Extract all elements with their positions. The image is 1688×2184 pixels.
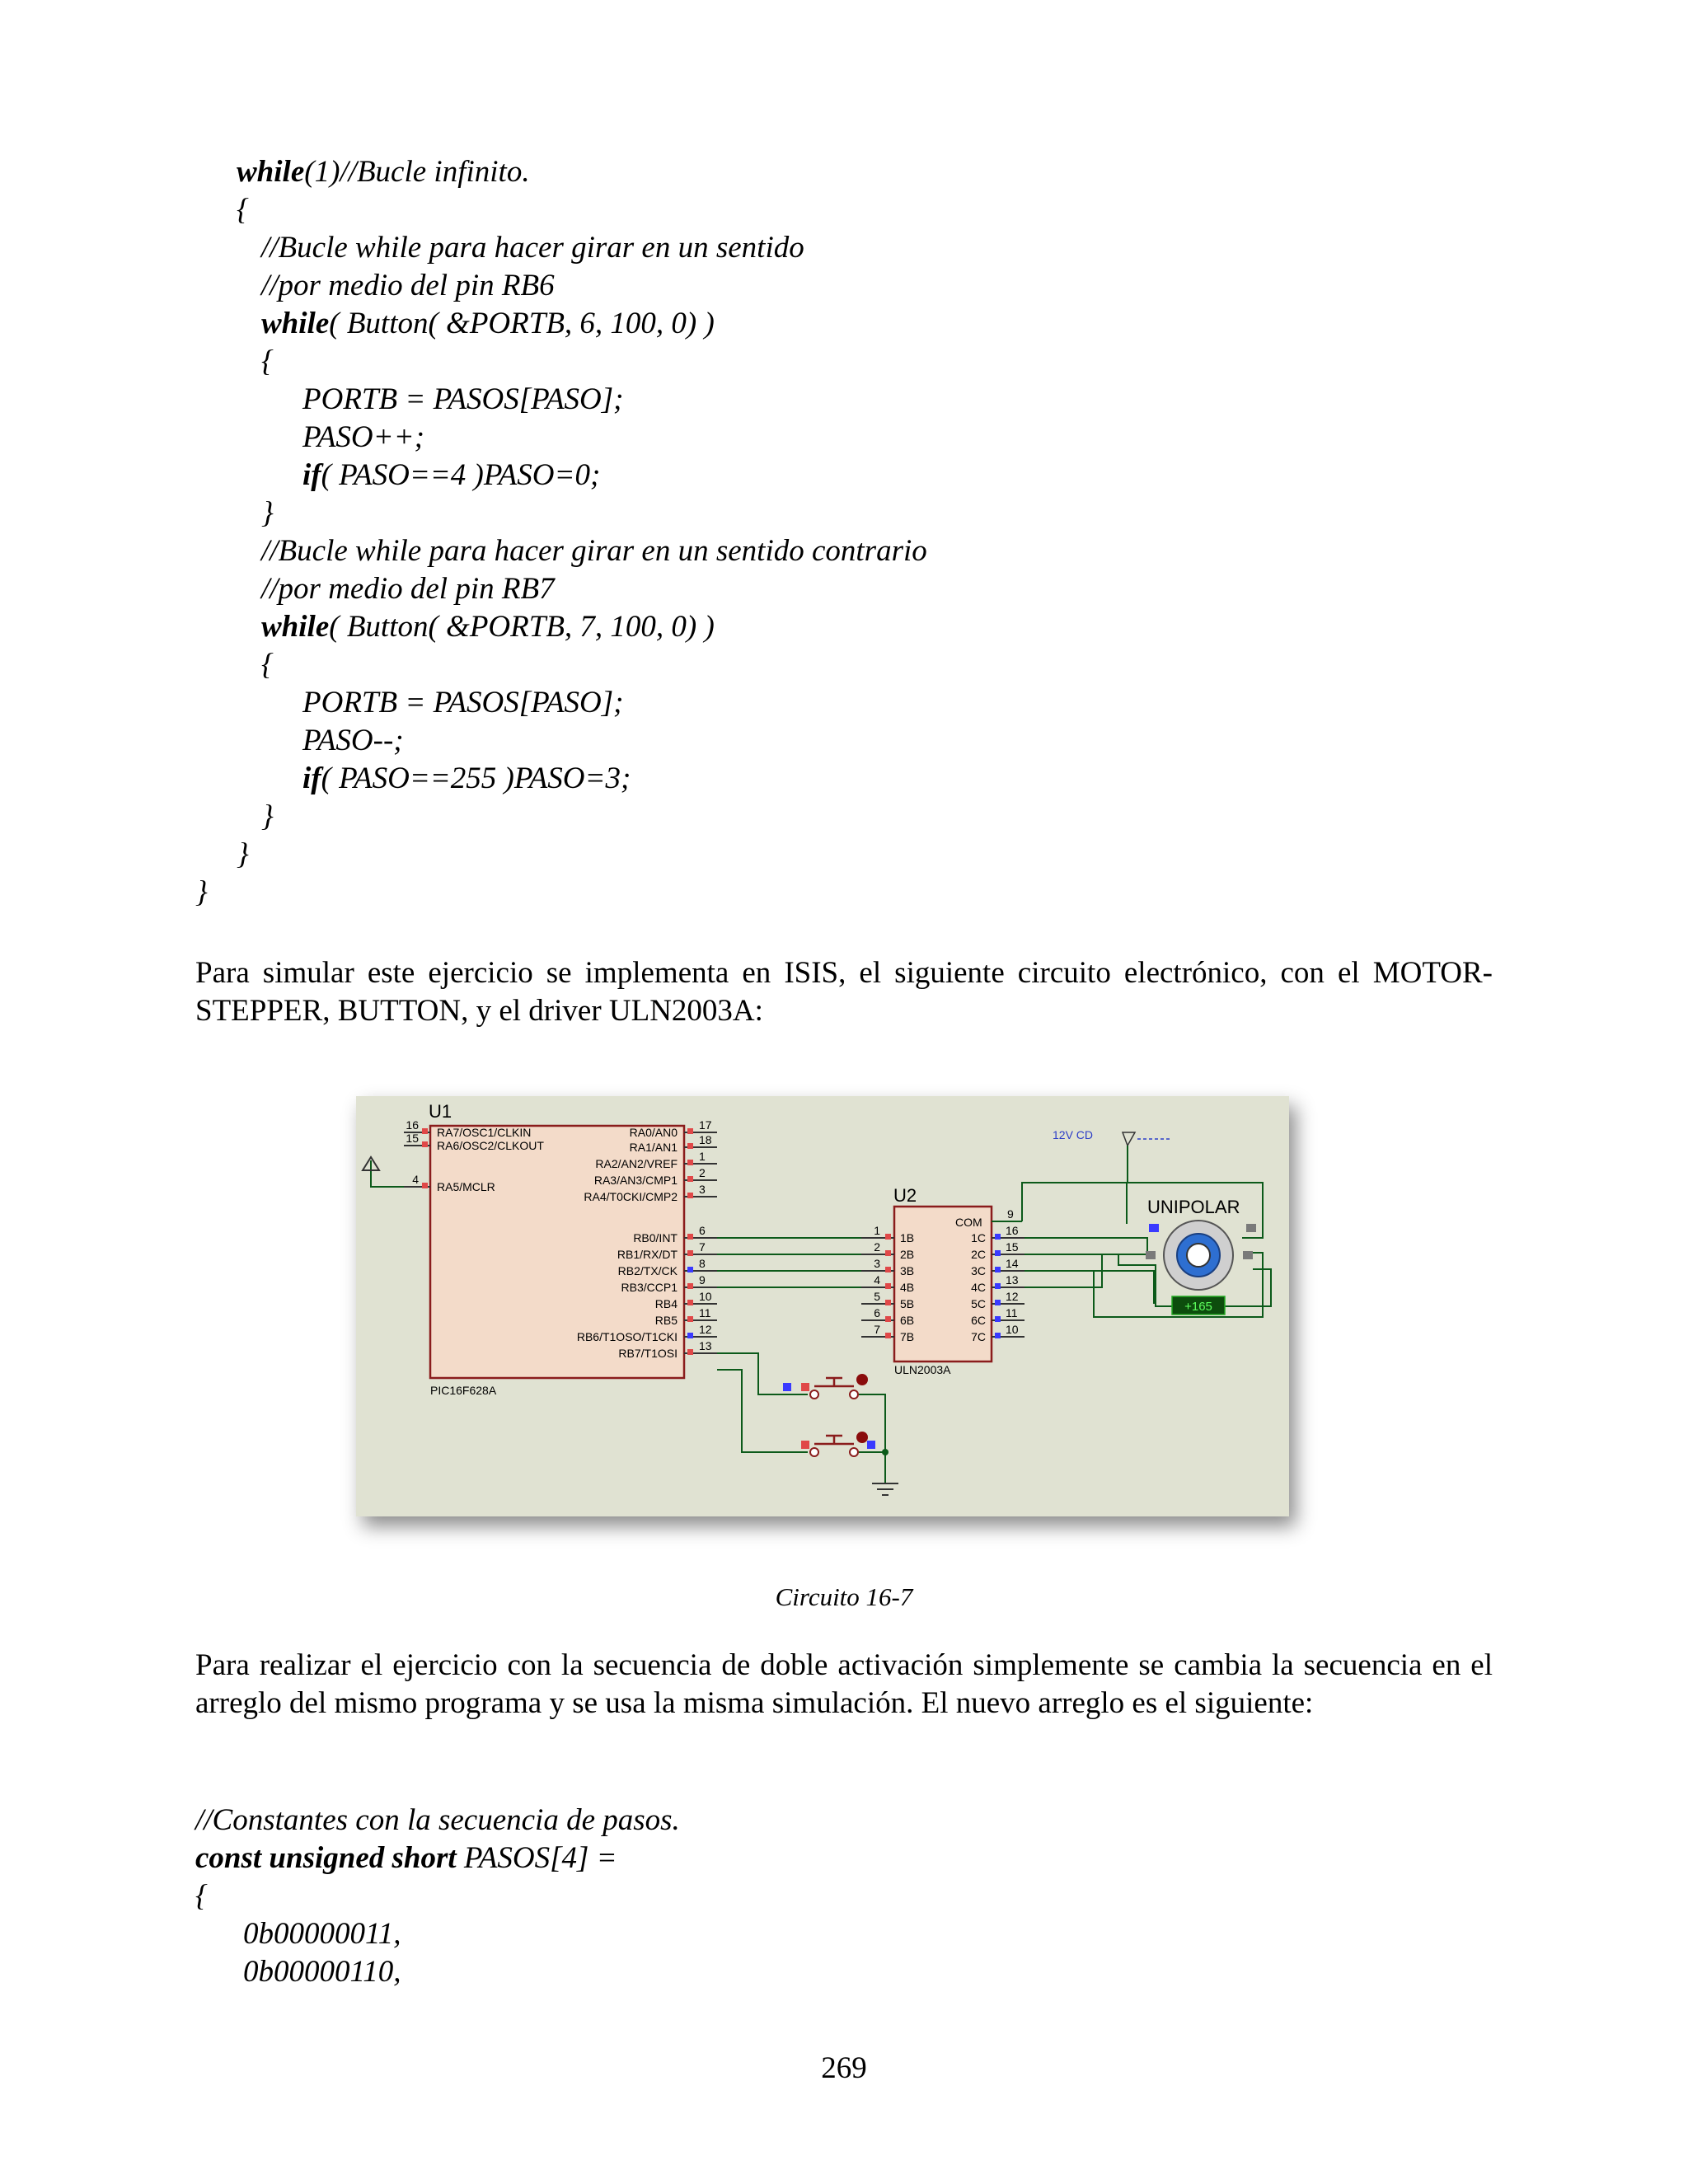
pin-marker <box>687 1349 693 1355</box>
figure-caption: Circuito 16-7 <box>775 1582 913 1611</box>
code-line: PORTB = PASOS[PASO]; <box>302 686 624 719</box>
u1-pin-number: 11 <box>699 1306 711 1319</box>
pin-marker <box>422 1128 428 1134</box>
u2-pin-number: 2 <box>874 1240 880 1254</box>
u2-pin-name: 6B <box>900 1314 915 1327</box>
circuit-schematic <box>356 1096 1289 1516</box>
code-line: 0b00000110, <box>243 1955 401 1989</box>
pin-marker <box>687 1128 693 1134</box>
paragraph-text: Para realizar el ejercicio con la secuencia de doble activación simplemente se cambia la secuencia en el arreglo del mismo programa y se usa la misma simulación. El nuevo arreglo es el siguiente: <box>195 1648 1493 1720</box>
pin-marker <box>885 1267 891 1272</box>
pin-marker <box>995 1267 1001 1272</box>
pin-marker <box>687 1250 693 1256</box>
pin-marker <box>687 1160 693 1165</box>
pin-marker <box>687 1234 693 1240</box>
u2-part: ULN2003A <box>894 1363 951 1376</box>
button-wires <box>717 1353 885 1483</box>
code-line: if( PASO==255 )PASO=3; <box>302 762 631 795</box>
u2-pin-number: 13 <box>1006 1273 1019 1286</box>
pin-marker <box>687 1176 693 1182</box>
u1-pin-name: RA3/AN3/CMP1 <box>593 1174 678 1187</box>
code-text: PASOS[4] = <box>456 1841 617 1875</box>
u1-pin-number: 7 <box>699 1240 706 1254</box>
u1-pin-number: 8 <box>699 1257 706 1270</box>
u2-pin-name: 5B <box>900 1297 915 1310</box>
pin-marker <box>687 1283 693 1289</box>
pin-marker <box>885 1316 891 1322</box>
u2-pin-name: 7B <box>900 1330 915 1343</box>
u1-pin-name: RA1/AN1 <box>629 1141 678 1154</box>
motor-pin-marker <box>1243 1251 1253 1259</box>
motor-shaft <box>1187 1244 1210 1267</box>
code-line: PASO--; <box>302 724 404 757</box>
motor-pin-marker <box>1246 1224 1256 1232</box>
u1-pin-name: RB4 <box>654 1297 678 1310</box>
u2-pin-name: 2B <box>900 1248 915 1261</box>
u2-pin-name: 6C <box>971 1314 986 1327</box>
paragraph-text: Para simular este ejercicio se implementa en ISIS, el siguiente circuito electrónico, con el MOTOR-STEPPER, BUTTON, y el driver ULN2003A: <box>195 956 1493 1028</box>
pin-marker <box>422 1183 428 1188</box>
pin-marker <box>885 1283 891 1289</box>
pin-marker <box>995 1316 1001 1322</box>
code-line: 0b00000011, <box>243 1917 401 1951</box>
code-comment: //por medio del pin RB6 <box>261 269 555 302</box>
code-line: if( PASO==4 )PASO=0; <box>302 458 601 492</box>
u2-pin-number: 6 <box>874 1306 880 1319</box>
code-line <box>195 1840 680 1877</box>
u2-pin-number: 12 <box>1006 1290 1019 1303</box>
u2-pin-name: 7C <box>971 1330 986 1343</box>
u2-pin-number: 1 <box>874 1224 880 1237</box>
code-line: } <box>237 837 249 871</box>
u1-pin-number: 16 <box>406 1118 419 1132</box>
u2-output-pins <box>971 1224 1025 1343</box>
u1-pin-number: 3 <box>699 1183 706 1196</box>
pin-marker <box>995 1250 1001 1256</box>
u2-pin-number: 16 <box>1006 1224 1019 1237</box>
code-line: { <box>261 648 274 682</box>
u1-pin-number: 4 <box>412 1173 419 1186</box>
u1-pin-number: 12 <box>699 1323 712 1336</box>
pin-marker <box>885 1234 891 1240</box>
code-line: while(1)//Bucle infinito. <box>237 155 530 189</box>
power-label: 12V CD <box>1053 1128 1094 1141</box>
u1-pin-name: RB3/CCP1 <box>621 1281 678 1294</box>
motor-readout: +165 <box>1184 1300 1212 1314</box>
u1-pin-number: 10 <box>699 1290 712 1303</box>
paragraph-intro-circuit <box>195 954 1493 1030</box>
u1-pin-number: 13 <box>699 1339 712 1352</box>
u1-pin-number: 1 <box>699 1150 706 1163</box>
u1-pin-number: 9 <box>699 1273 706 1286</box>
pin-marker <box>995 1283 1001 1289</box>
code-line: } <box>261 799 274 833</box>
code-block-loop <box>195 153 927 912</box>
u2-ref: U2 <box>893 1185 917 1206</box>
u2-pin-name: 1B <box>900 1231 915 1244</box>
data-wires <box>717 1238 861 1287</box>
power-terminal-icon <box>1123 1132 1135 1146</box>
code-line: { <box>195 1879 208 1913</box>
u1-pin-name: RB5 <box>654 1314 678 1327</box>
pin-marker <box>885 1300 891 1305</box>
u2-pin-number: 10 <box>1006 1323 1019 1336</box>
pin-marker <box>885 1250 891 1256</box>
u2-pin-number: 15 <box>1006 1240 1019 1254</box>
u1-pin-name: RA2/AN2/VREF <box>595 1157 678 1170</box>
u2-com-pin: 9 <box>1007 1207 1014 1221</box>
code-comment: //Constantes con la secuencia de pasos. <box>195 1803 680 1837</box>
u2-pin-number: 7 <box>874 1323 880 1336</box>
pin-marker <box>687 1316 693 1322</box>
code-line: { <box>237 193 249 227</box>
pin-marker <box>687 1143 693 1149</box>
code-line: { <box>261 344 274 378</box>
code-keyword: while <box>261 307 330 340</box>
pin-marker <box>422 1141 428 1147</box>
code-line: } <box>195 875 208 909</box>
u2-pin-number: 11 <box>1006 1306 1018 1319</box>
code-comment: //Bucle while para hacer girar en un sentido <box>261 231 804 265</box>
pin-marker <box>687 1300 693 1305</box>
code-line: } <box>261 496 274 530</box>
code-comment: //por medio del pin RB7 <box>261 572 555 606</box>
u2-pin-name: 3C <box>971 1264 986 1277</box>
junction-dot <box>882 1449 889 1455</box>
code-line: while( Button( &PORTB, 6, 100, 0) ) <box>261 307 715 340</box>
u1-pin-name: RA6/OSC2/CLKOUT <box>437 1139 544 1152</box>
u1-pin-name: RB6/T1OSO/T1CKI <box>576 1330 678 1343</box>
pin-marker <box>687 1267 693 1272</box>
u1-pin-name: RB2/TX/CK <box>617 1264 678 1277</box>
u2-pin-name: 5C <box>971 1297 986 1310</box>
u2-pin-number: 4 <box>874 1273 880 1286</box>
u2-pin-number: 14 <box>1006 1257 1019 1270</box>
code-line: PASO++; <box>302 420 424 454</box>
u2-pin-name: 4C <box>971 1281 986 1294</box>
u1-pin-name: RA4/T0CKI/CMP2 <box>584 1190 678 1203</box>
u1-pin-number: 2 <box>699 1166 706 1179</box>
code-comment: //Bucle while para hacer girar en un sentido contrario <box>261 534 927 568</box>
circuit-schematic-figure <box>356 1096 1289 1516</box>
pin-marker <box>995 1300 1001 1305</box>
motor-pin-marker <box>1149 1224 1159 1232</box>
motor-pin-marker <box>1146 1251 1156 1259</box>
u2-com-label: COM <box>955 1216 982 1229</box>
paragraph-double-activation <box>195 1647 1493 1722</box>
code-line: PORTB = PASOS[PASO]; <box>302 382 624 416</box>
u1-part: PIC16F628A <box>430 1384 497 1397</box>
pin-marker <box>687 1193 693 1198</box>
u1-pin-name: RB7/T1OSI <box>618 1347 678 1360</box>
code-keyword: while <box>261 610 330 644</box>
u2-pin-name: 1C <box>971 1231 986 1244</box>
code-keyword: if <box>302 762 321 795</box>
u1-pin-number: 6 <box>699 1224 706 1237</box>
ground-icon <box>872 1483 898 1495</box>
u1-ref: U1 <box>429 1101 452 1122</box>
u1-pin-name: RB1/RX/DT <box>617 1248 678 1261</box>
u2-pin-name: 4B <box>900 1281 915 1294</box>
u2-pin-name: 3B <box>900 1264 915 1277</box>
code-line: while( Button( &PORTB, 7, 100, 0) ) <box>261 610 715 644</box>
u2-pin-name: 2C <box>971 1248 986 1261</box>
u1-pin-name: RA5/MCLR <box>437 1180 495 1193</box>
u1-pin-name: RA7/OSC1/CLKIN <box>437 1126 532 1139</box>
u1-pin-name: RA0/AN0 <box>629 1126 678 1139</box>
u2-pin-number: 3 <box>874 1257 880 1270</box>
pin-marker <box>885 1333 891 1338</box>
pin-marker <box>687 1333 693 1338</box>
code-block-array <box>195 1802 680 1991</box>
code-keyword: const unsigned short <box>195 1841 457 1875</box>
u2-input-pins <box>861 1224 914 1343</box>
motor-label: UNIPOLAR <box>1147 1197 1240 1217</box>
u1-pin-number: 15 <box>406 1132 419 1145</box>
u1-pin-name: RB0/INT <box>633 1231 678 1244</box>
u2-pin-number: 5 <box>874 1290 880 1303</box>
u1-pin-number: 18 <box>699 1133 712 1146</box>
code-keyword: while <box>237 155 305 189</box>
pin-marker <box>995 1333 1001 1338</box>
code-keyword: if <box>302 458 321 492</box>
page-number: 269 <box>821 2051 867 2085</box>
pin-marker <box>995 1234 1001 1240</box>
u1-pin-number: 17 <box>699 1118 712 1132</box>
